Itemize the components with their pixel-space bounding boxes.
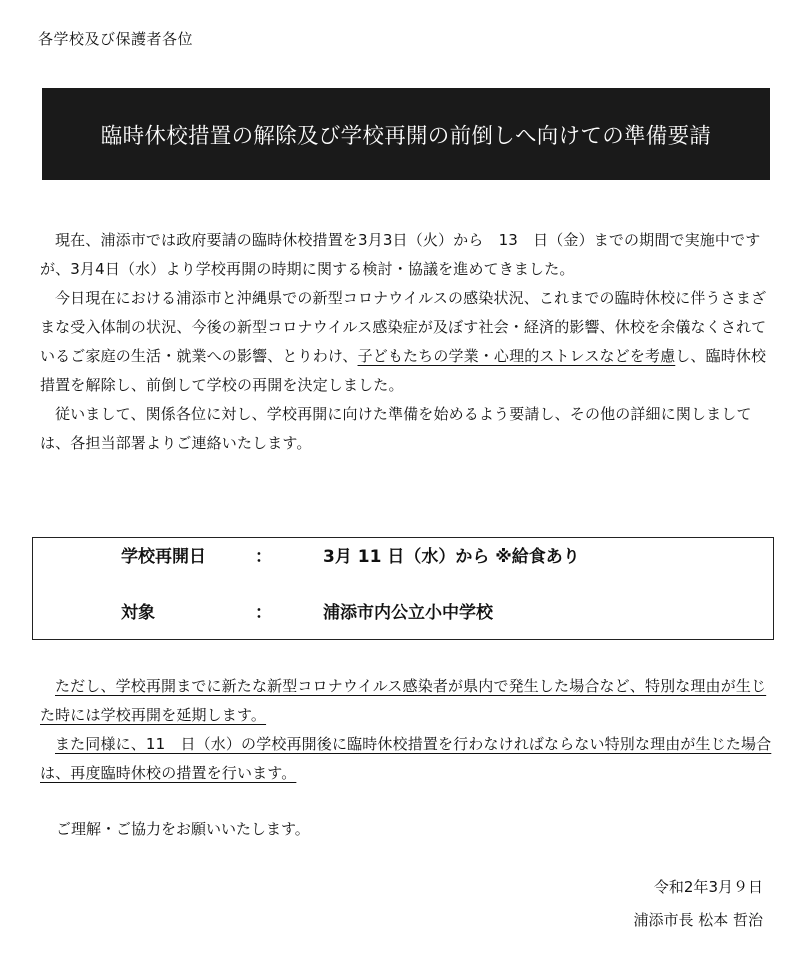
body-paragraph-2-underlined: 子どもたちの学業・心理的ストレスなどを考慮 <box>357 347 676 365</box>
notice-paragraph-2-text: また同様に、11 日（水）の学校再開後に臨時休校措置を行わなければならない特別な理由が生じた場合は、再度臨時休校の措置を行います。 <box>40 735 772 782</box>
closing-line: ご理解・ご協力をお願いいたします。 <box>56 820 310 838</box>
reopening-date-value: 3月 11 日（水）から ※給食あり <box>323 547 580 567</box>
reopening-info-box <box>32 537 774 640</box>
body-paragraph-2 <box>40 284 775 400</box>
body-section <box>40 226 775 458</box>
issue-date: 令和2年3月９日 <box>653 878 763 896</box>
body-paragraph-2-end: し、臨時休校措置を解除し、前倒して学校の再開を決定しました。 <box>40 347 767 394</box>
addressee: 各学校及び保護者各位 <box>38 30 194 48</box>
body-paragraph-3: 従いまして、関係各位に対し、学校再開に向けた準備を始めるよう要請し、その他の詳細に関しましては、各担当部署よりご連絡いたします。 <box>40 405 752 452</box>
notice-paragraph-1 <box>40 672 775 730</box>
target-separator: ： <box>255 603 272 623</box>
target-value: 浦添市内公立小中学校 <box>323 603 493 623</box>
document-title: 臨時休校措置の解除及び学校再開の前倒しへ向けての準備要請 <box>100 123 712 149</box>
notice-paragraph-1-text: ただし、学校再開までに新たな新型コロナウイルス感染者が県内で発生した場合など、特別な理由が生じた時には学校再開を延期します。 <box>40 677 767 724</box>
body-paragraph-1: 現在、浦添市では政府要請の臨時休校措置を3月3日（火）から 13 日（金）までの期間で実施中ですが、3月4日（水）より学校再開の時期に関する検討・協議を進めてきました。 <box>40 231 761 278</box>
body-paragraph-2-start: 今日現在における浦添市と沖縄県での新型コロナウイルスの感染状況、これまでの臨時休校に伴うさまざまな受入体制の状況、今後の新型コロナウイルス感染症が及ぼす社会・経済的影響、休校を余儀なくされているご家庭の生活・就業への影響、とりわけ、 <box>40 289 767 365</box>
signer: 浦添市長 松本 哲治 <box>633 911 763 929</box>
title-banner <box>42 88 770 180</box>
reopening-date-separator: ： <box>255 547 272 567</box>
notice-paragraph-2 <box>40 730 775 788</box>
reopening-date-label: 学校再開日 <box>121 547 206 567</box>
target-label: 対象 <box>121 603 155 623</box>
notice-section <box>40 672 775 788</box>
